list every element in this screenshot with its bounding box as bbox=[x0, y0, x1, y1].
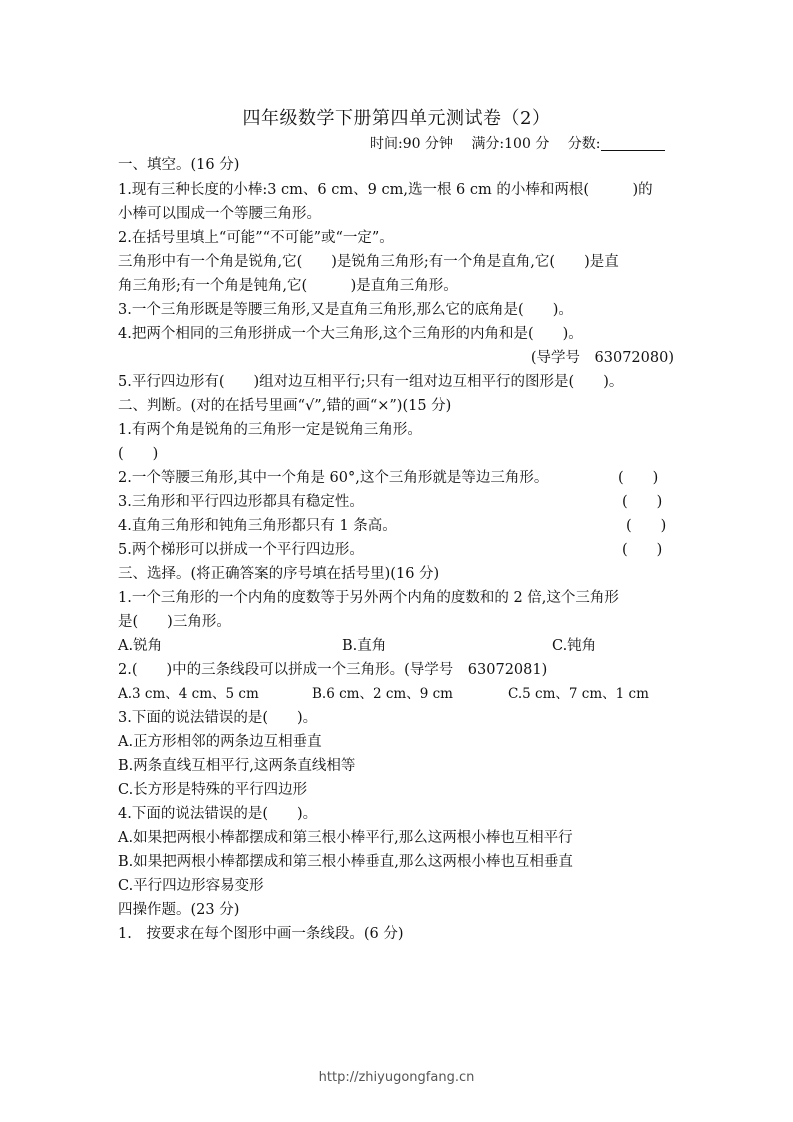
s3-q4-option-a: A.如果把两根小棒都摆成和第三根小棒平行,那么这两根小棒也互相平行 bbox=[118, 830, 573, 846]
s2-q1: 1.有两个角是锐角的三角形一定是锐角三角形。 bbox=[118, 422, 422, 438]
s1-q4: 4.把两个相同的三角形拼成一个大三角形,这个三角形的内角和是( )。 bbox=[118, 326, 583, 342]
s3-q3-option-c: C.长方形是特殊的平行四边形 bbox=[118, 782, 308, 798]
section-3-heading: 三、选择。(将正确答案的序号填在括号里)(16 分) bbox=[118, 566, 440, 582]
s3-q2-option-c: C.5 cm、7 cm、1 cm bbox=[508, 686, 649, 702]
section-1-heading: 一、填空。(16 分) bbox=[118, 157, 240, 173]
s3-q3-option-b: B.两条直线互相平行,这两条直线相等 bbox=[118, 758, 356, 774]
s2-q3-paren: ( ) bbox=[622, 494, 663, 510]
s1-q2-line1: 2.在括号里填上“可能”“不可能”或“一定”。 bbox=[118, 230, 394, 246]
s3-q1-option-a: A.锐角 bbox=[118, 638, 163, 654]
s2-q2-paren: ( ) bbox=[618, 470, 659, 486]
s2-q4-paren: ( ) bbox=[626, 518, 667, 534]
s2-q3: 3.三角形和平行四边形都具有稳定性。 bbox=[118, 494, 364, 510]
s3-q4: 4.下面的说法错误的是( )。 bbox=[118, 806, 318, 822]
score-blank bbox=[601, 136, 665, 151]
footer-url: http://zhiyugongfang.cn bbox=[318, 1070, 475, 1085]
s3-q4-option-c: C.平行四边形容易变形 bbox=[118, 878, 264, 894]
s3-q1-line1: 1.一个三角形的一个内角的度数等于另外两个内角的度数和的 2 倍,这个三角形 bbox=[118, 590, 619, 606]
s3-q2-option-a: A.3 cm、4 cm、5 cm bbox=[118, 686, 259, 702]
s3-q2-option-b: B.6 cm、2 cm、9 cm bbox=[312, 686, 453, 702]
s3-q1-line2: 是( )三角形。 bbox=[118, 614, 231, 630]
s1-q4-ref: (导学号 63072080) bbox=[530, 350, 674, 366]
s1-q1-line1: 1.现有三种长度的小棒:3 cm、6 cm、9 cm,选一根 6 cm 的小棒和两根( )的 bbox=[118, 182, 653, 198]
s3-q1-option-c: C.钝角 bbox=[552, 638, 597, 654]
s1-q2-line3: 角三角形;有一个角是钝角,它( )是直角三角形。 bbox=[118, 278, 458, 294]
s1-q2-line2: 三角形中有一个角是锐角,它( )是锐角三角形;有一个角是直角,它( )是直 bbox=[118, 254, 619, 270]
score-label: 分数: bbox=[567, 136, 601, 152]
s3-q3-option-a: A.正方形相邻的两条边互相垂直 bbox=[118, 734, 322, 750]
s1-q3: 3.一个三角形既是等腰三角形,又是直角三角形,那么它的底角是( )。 bbox=[118, 302, 573, 318]
page-title: 四年级数学下册第四单元测试卷（2） bbox=[242, 108, 551, 129]
s3-q1-option-b: B.直角 bbox=[342, 638, 387, 654]
s3-q2: 2.( )中的三条线段可以拼成一个三角形。(导学号 63072081) bbox=[118, 662, 548, 678]
s2-q2: 2.一个等腰三角形,其中一个角是 60°,这个三角形就是等边三角形。 bbox=[118, 470, 549, 486]
s2-q1-paren: ( ) bbox=[118, 446, 159, 462]
s2-q4: 4.直角三角形和钝角三角形都只有 1 条高。 bbox=[118, 518, 397, 534]
section-2-heading: 二、判断。(对的在括号里画“√”,错的画“×”)(15 分) bbox=[118, 398, 452, 414]
full-score: 满分:100 分 bbox=[471, 136, 550, 152]
s3-q4-option-b: B.如果把两根小棒都摆成和第三根小棒垂直,那么这两根小棒也互相垂直 bbox=[118, 854, 573, 870]
s2-q5-paren: ( ) bbox=[622, 542, 663, 558]
s2-q5: 5.两个梯形可以拼成一个平行四边形。 bbox=[118, 542, 364, 558]
time-limit: 时间:90 分钟 bbox=[370, 136, 453, 152]
exam-meta bbox=[370, 133, 679, 153]
s1-q1-line2: 小棒可以围成一个等腰三角形。 bbox=[118, 206, 321, 222]
s1-q5: 5.平行四边形有( )组对边互相平行;只有一组对边互相平行的图形是( )。 bbox=[118, 374, 624, 390]
section-4-heading: 四操作题。(23 分) bbox=[118, 902, 240, 918]
s3-q3: 3.下面的说法错误的是( )。 bbox=[118, 710, 318, 726]
s4-q1: 1. 按要求在每个图形中画一条线段。(6 分) bbox=[118, 926, 404, 942]
